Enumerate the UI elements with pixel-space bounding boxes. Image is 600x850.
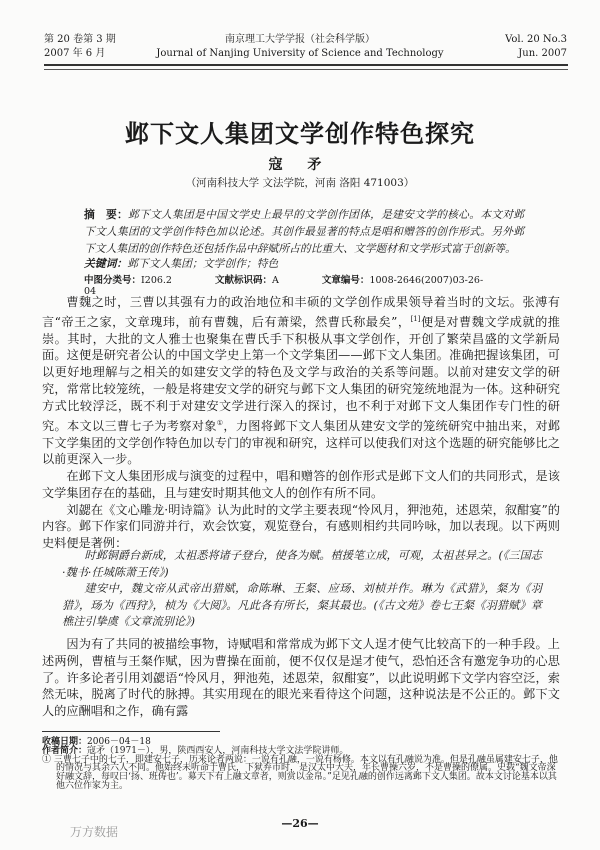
footnote-rule xyxy=(42,731,220,732)
issue-date-en: Jun. 2007 xyxy=(518,48,567,59)
paragraph-1-part-b: 便是对曹魏文学成就的推崇。其时，大批的文人雅士也聚集在曹氏手下积极从事文学创作，开创了繁荣昌盛的文学新局面。这便是研究者公认的中国文学史上第一个文学集团——邺下文人集团。准确把握该集团，可以更好地理解与之相关的如建安文学的特色及文学与政治的关系等问题。以前对建安文学的研究，常常比较笼统，一般是将建安文学的研究与邺下文人集团的研究笼统地混为一体。这种研究方式比较浮泛，既不利于对建安文学进行深入的探讨，也不利于对邺下文人集团作专门性的研究。本文以三曹七子为考察对象 xyxy=(42,314,560,433)
received-value: 2006－04－18 xyxy=(87,737,151,747)
doc-code-label: 文献标识码： xyxy=(215,275,273,286)
paragraph-2: 在邺下文人集团形成与演变的过程中，唱和赠答的创作形式是邺下文人们的共同形式，是该文学集团存在的基础，且与建安时期其他文人的创作有所不同。 xyxy=(42,469,560,500)
author-affiliation: （河南科技大学 文法学院，河南 洛阳 471003） xyxy=(185,177,415,189)
journal-name-cn: 南京理工大学学报（社会科学版） xyxy=(225,34,375,45)
bio-label: 作者简介： xyxy=(42,745,88,756)
abstract xyxy=(84,206,524,257)
article-no-value: 1008-2646(2007)03-26-04 xyxy=(84,275,484,297)
doc-code-value: A xyxy=(272,275,279,286)
abstract-label: 摘 要： xyxy=(84,208,129,221)
paragraph-1 xyxy=(42,294,560,468)
bio-value: 寇矛（1971－），男，陕西西安人，河南科技大学文法学院讲师。 xyxy=(87,745,349,756)
page-number: —26— xyxy=(281,817,319,830)
volume-issue: 第 20 卷第 3 期 xyxy=(44,34,116,45)
keywords xyxy=(84,256,278,271)
author-name: 寇 矛 xyxy=(268,157,332,173)
paragraph-1-part-a: 曹魏之时，三曹以其强有力的政治地位和丰硕的文学创作成果领导着当时的文坛。张溥有言“帝王之家，文章瑰玮，前有曹魏，后有萧梁，然曹氏称最矣”， xyxy=(42,295,560,329)
volume-en-block xyxy=(505,33,567,61)
paragraph-3: 刘勰在《文心雕龙·明诗篇》认为此时的文学主要表现“怜风月，狎池苑，述恩荣，叙酣宴”的内容。邺下作家们同游并行，欢会饮宴，观览登台，有感则相约共同吟咏，加以表现。以下两则史料便是著例： xyxy=(42,502,560,551)
quotation-1: 时邺铜爵台新成，太祖悉将诸子登台，使各为赋。植援笔立成，可观，太祖甚异之。(《三国志·魏书·任城陈萧王传》) xyxy=(62,549,542,579)
quotations xyxy=(62,548,542,631)
clc-value: I206.2 xyxy=(141,275,172,286)
issue-date-cn: 2007 年 6 月 xyxy=(44,48,106,59)
header-rule xyxy=(44,64,568,70)
volume-en: Vol. 20 No.3 xyxy=(505,34,567,45)
reference-marker: [1] xyxy=(410,314,421,323)
footnote-1: ① 三曹七子中的七子，即建安七子，历来论者两说：一说有孔融，一说有杨修。本文以有孔融说为准。但是孔融虽属建安七子，他的情况与其余六人不同。他始终未听命于曹氏，下狱弃市时，是汉太中大夫，年长曹操六岁，不是曹操的僚属。史载“魏文帝深好融文辞，每叹曰‘扬、班俦也’。募天下有上融文章者，则赏以金帛。”足见孔融的创作远离邺下文人集团。故本文讨论基本以其他六位作家为主。 xyxy=(42,754,558,791)
journal-name-en: Journal of Nanjing University of Science and Technology xyxy=(156,48,444,59)
keywords-label: 关键词： xyxy=(84,257,128,270)
paragraph-4: 因为有了共同的被描绘事物，诗赋唱和常常成为邺下文人逞才使气比较高下的一种手段。上述两例，曹植与王粲作赋，因为曹操在面前，便不仅仅是逞才使气，恐怕还含有邀宠争功的心思了。许多论者引用刘勰语“怜风月，狎池苑，述恩荣，叙酣宴”，以此说明邺下文学内容空泛，索然无味，脱离了时代的脉搏。其实用现在的眼光来看待这个问题，这种说法是不公正的。邺下文人的应酬唱和之作，确有露 xyxy=(42,637,560,719)
clc-label: 中图分类号： xyxy=(84,275,142,286)
quotation-2: 建安中，魏文帝从武帝出猎赋，命陈琳、王粲、应玚、刘桢并作。琳为《武猎》，粲为《羽猎》，玚为《西狩》，桢为《大阅》。凡此各有所长，粲其最也。(《古文苑》卷七王粲《羽猎赋》章樵注引挚虞《文章流别论》) xyxy=(62,582,542,628)
body-text-bottom xyxy=(42,636,560,720)
keywords-text: 邺下文人集团；文学创作；特色 xyxy=(127,257,279,270)
paragraph-1-part-c: ，力图将邺下文人集团从建安文学的笼统研究中抽出来，对邺下文学集团的文学创作特色加以专门的审视和研究，这样可以使我们对这个选题的研究能够比之以前更深入一步。 xyxy=(42,418,561,467)
article-no-label: 文章编号： xyxy=(321,275,370,286)
watermark: 万方数据 xyxy=(70,825,119,839)
footnote-marker: ① xyxy=(216,418,224,427)
body-text-top xyxy=(42,294,560,552)
received-label: 收稿日期： xyxy=(42,737,88,747)
footnotes xyxy=(42,738,562,791)
abstract-text: 邺下文人集团是中国文学史上最早的文学创作团体，是建安文学的核心。本文对邺下文人集团的文学创作特色加以论述。其创作最显著的特点是唱和赠答的创作形式。另外邺下文人集团的创作特色还包括作品中辞赋所占的比重大、文学题材和文学形式富于创新等。 xyxy=(84,208,525,255)
paper-title: 邺下文人集团文学创作特色探究 xyxy=(125,119,475,148)
